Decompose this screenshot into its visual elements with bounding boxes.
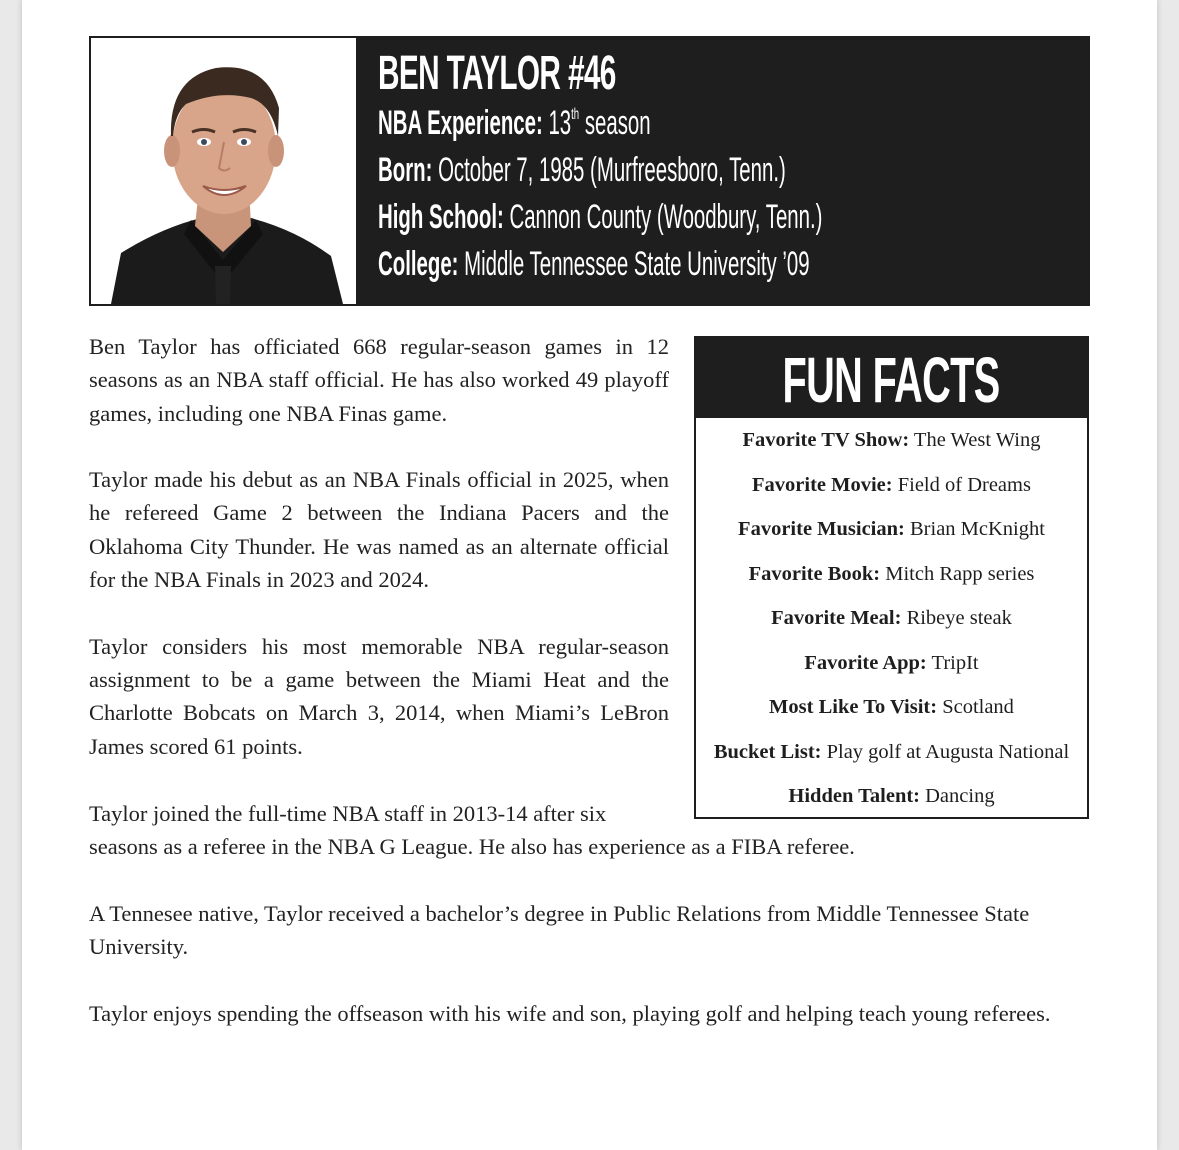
bio-column <box>89 330 669 796</box>
bio-paragraph-5: A Tennesee native, Taylor received a bachelor’s degree in Public Relations from Middle Tennessee State University. <box>89 901 1030 960</box>
experience-number: 13 <box>548 104 572 142</box>
fun-facts-title <box>696 338 1087 418</box>
born-line <box>378 153 799 189</box>
bio-paragraph-6: Taylor enjoys spending the offseason with his wife and son, playing golf and helping teach young referees. <box>89 1001 1051 1026</box>
fun-fact-item <box>696 774 1087 819</box>
fun-fact-label: Hidden Talent: <box>788 785 920 807</box>
bio-paragraph-1: Ben Taylor has officiated 668 regular-season games in 12 seasons as an NBA staff official. He has also worked 49 playoff games, including one NBA Finas game. <box>89 334 669 426</box>
fun-fact-label: Favorite Musician: <box>738 518 905 540</box>
profile-header <box>89 36 1090 306</box>
fun-fact-item <box>696 463 1087 508</box>
bio-paragraph-2: Taylor made his debut as an NBA Finals official in 2025, when he refereed Game 2 between the Indiana Pacers and the Oklahoma City Thunder. He was named as an alternate official for the NBA Finals in 2023 and 2024. <box>89 467 669 593</box>
fun-fact-value: Field of Dreams <box>897 473 1031 496</box>
fun-fact-label: Favorite TV Show: <box>742 429 910 451</box>
fun-fact-label: Most Like To Visit: <box>769 696 938 718</box>
fun-fact-value: Dancing <box>925 785 995 807</box>
fun-fact-label: Favorite Meal: <box>771 607 902 629</box>
experience-ordinal: th <box>571 106 580 123</box>
high-school-label: High School: <box>378 198 504 236</box>
college-value: Middle Tennessee State University ’09 <box>464 245 810 283</box>
bio-paragraph-4-line-1: Taylor joined the full-time NBA staff in 2013-14 after six <box>89 801 607 826</box>
headshot-illustration <box>91 38 356 304</box>
born-value: October 7, 1985 (Murfreesboro, Tenn.) <box>438 151 786 189</box>
born-label: Born: <box>378 151 433 189</box>
experience-line <box>378 106 799 142</box>
fun-fact-item <box>696 685 1087 730</box>
fun-fact-item <box>696 730 1087 775</box>
college-line <box>378 245 810 283</box>
fun-fact-item <box>696 596 1087 641</box>
fun-facts-list <box>696 418 1087 819</box>
fun-fact-item <box>696 641 1087 686</box>
fun-fact-value: The West Wing <box>913 429 1041 451</box>
fun-fact-label: Bucket List: <box>713 740 822 763</box>
high-school-line <box>378 198 823 236</box>
fun-fact-item <box>696 552 1087 597</box>
fun-fact-label: Favorite Book: <box>748 562 881 585</box>
fun-fact-value: Ribeye steak <box>906 607 1012 629</box>
experience-suffix: season <box>584 104 651 142</box>
fun-fact-item <box>696 418 1087 463</box>
fun-facts-title-text: FUN FACTS <box>782 344 1001 416</box>
fun-fact-value: TripIt <box>931 651 979 674</box>
fun-fact-value: Brian McKnight <box>910 518 1045 540</box>
fun-fact-value: Scotland <box>942 696 1014 718</box>
profile-details <box>378 47 1080 294</box>
fun-fact-value: Mitch Rapp series <box>885 562 1035 585</box>
fun-fact-item <box>696 507 1087 552</box>
college-label: College: <box>378 245 459 283</box>
bio-paragraph-3: Taylor considers his most memorable NBA regular-season assignment to be a game between the Miami Heat and the Charlotte Bobcats on March 3, 2014, when Miami’s LeBron James scored 61 points. <box>89 633 669 759</box>
bio-paragraph-4-line-2: seasons as a referee in the NBA G League. He also has experience as a FIBA referee. <box>89 834 855 860</box>
fun-fact-value: Play golf at Augusta National <box>826 740 1070 763</box>
experience-label: NBA Experience: <box>378 104 543 142</box>
document-page <box>22 0 1157 1150</box>
referee-headshot <box>91 38 356 304</box>
fun-fact-label: Favorite App: <box>804 651 927 674</box>
fun-fact-label: Favorite Movie: <box>752 473 893 496</box>
high-school-value: Cannon County (Woodbury, Tenn.) <box>509 198 823 236</box>
fun-facts-box <box>694 336 1089 819</box>
referee-name: BEN TAYLOR #46 <box>378 47 616 100</box>
